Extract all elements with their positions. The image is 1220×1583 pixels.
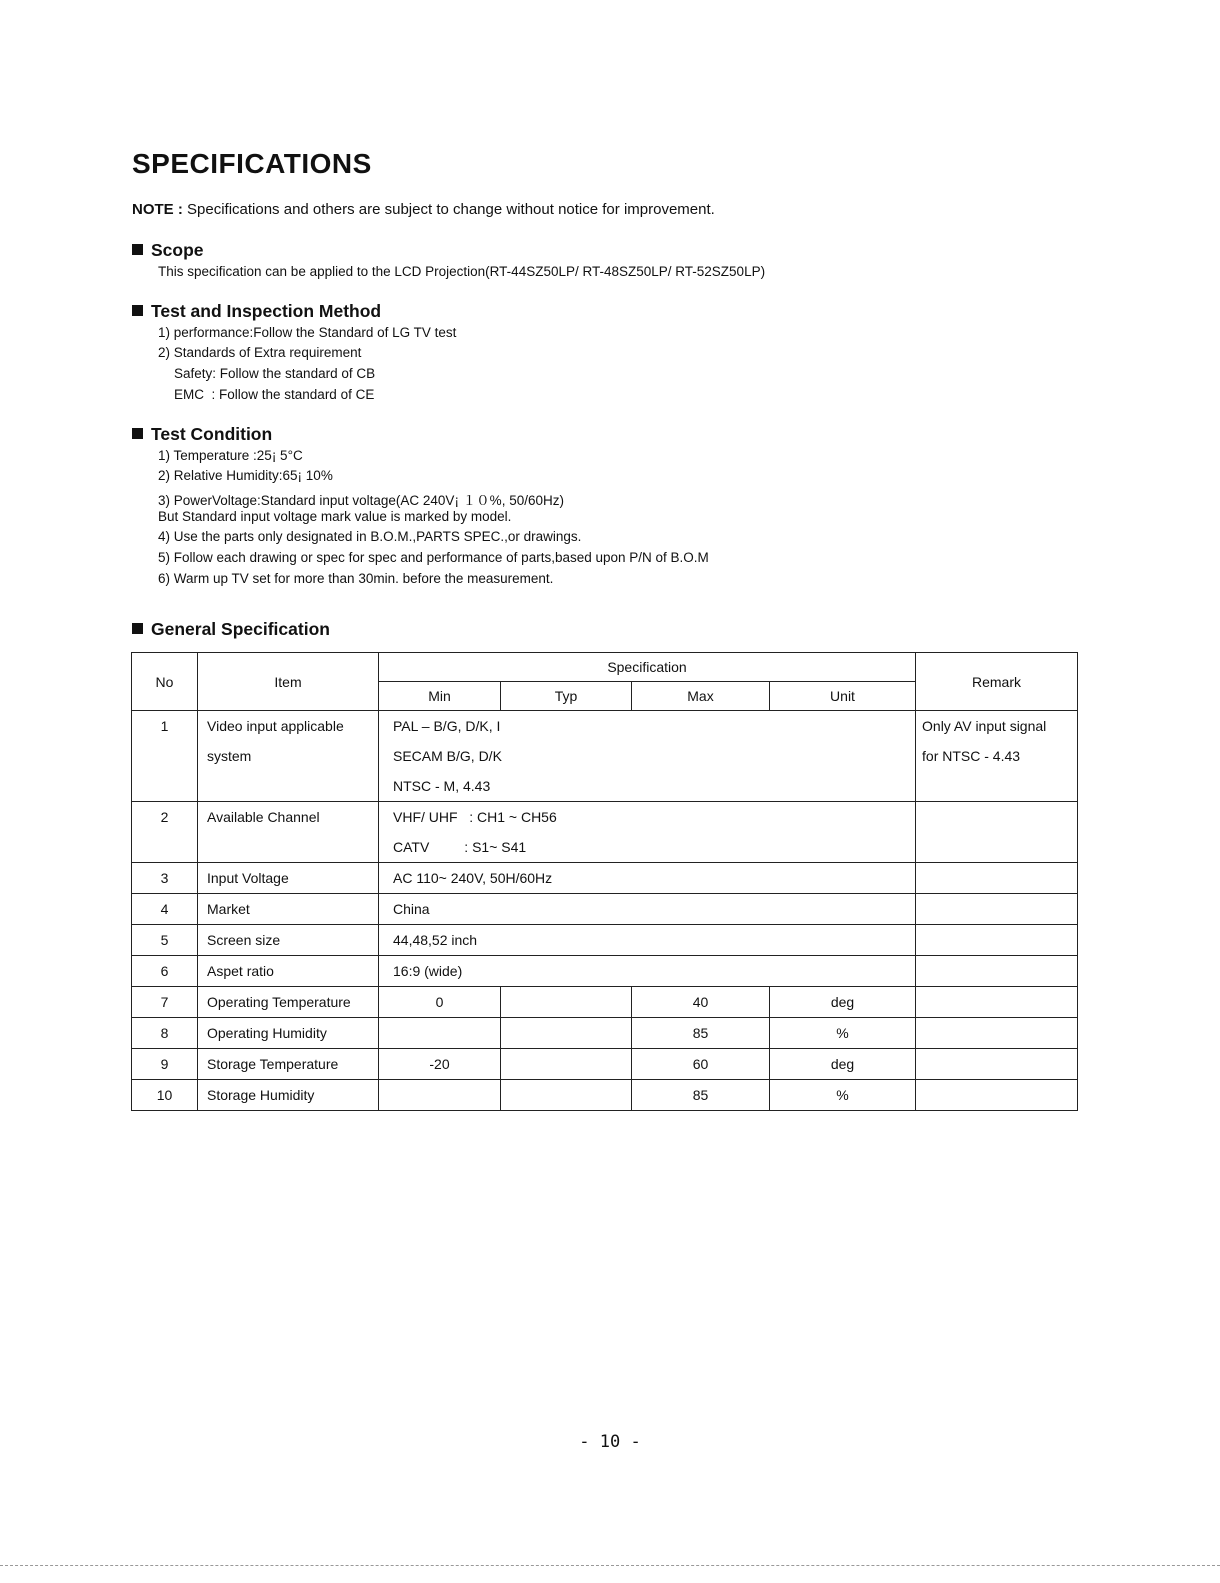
note-label: NOTE : [132,201,183,218]
row-typ [501,987,632,1018]
test-condition-line: 3) PowerVoltage:Standard input voltage(AC 240V¡ １０%, 50/60Hz) [158,493,564,508]
table-row [132,956,1078,987]
test-method-line: 1) performance:Follow the Standard of LG TV test [158,325,457,340]
square-bullet-icon [132,623,143,634]
row-item: Aspet ratio [198,956,379,987]
table-row [132,894,1078,925]
table-row [132,1080,1078,1111]
row-spec: 44,48,52 inch [379,925,916,956]
row-max: 60 [632,1049,770,1080]
page-title: SPECIFICATIONS [132,148,372,179]
row-typ [501,1018,632,1049]
row-unit: % [770,1018,916,1049]
row-remark [916,956,1078,987]
row-min [379,1018,501,1049]
table-row [132,802,1078,863]
bottom-divider [0,1565,1220,1566]
row-item: Available Channel [198,802,379,863]
row-item: Storage Temperature [198,1049,379,1080]
row-remark [916,1080,1078,1111]
page-number: - 10 - [579,1432,641,1452]
row-min: -20 [379,1049,501,1080]
row-no: 4 [132,894,198,925]
test-condition-line: But Standard input voltage mark value is marked by model. [158,509,512,524]
row-typ [501,1049,632,1080]
row-typ [501,1080,632,1111]
header-item: Item [198,653,379,711]
test-condition-line: 5) Follow each drawing or spec for spec and performance of parts,based upon P/N of B.O.M [158,550,709,565]
row-item: Video input applicable system [198,711,379,802]
header-specification: Specification [379,653,916,682]
row-item: Market [198,894,379,925]
row-spec: PAL – B/G, D/K, I SECAM B/G, D/K NTSC - M, 4.43 [379,711,916,802]
row-remark [916,863,1078,894]
row-remark [916,1018,1078,1049]
row-no: 1 [132,711,198,802]
row-remark [916,894,1078,925]
header-no: No [132,653,198,711]
table-row [132,711,1078,802]
row-remark [916,925,1078,956]
row-no: 3 [132,863,198,894]
header-min: Min [379,682,501,711]
test-condition-line: 1) Temperature :25¡ 5°C [158,448,303,463]
row-max: 40 [632,987,770,1018]
row-item: Input Voltage [198,863,379,894]
row-item: Screen size [198,925,379,956]
header-max: Max [632,682,770,711]
row-spec: VHF/ UHF : CH1 ~ CH56 CATV : S1~ S41 [379,802,916,863]
test-condition-heading [132,424,272,445]
note [132,201,715,218]
test-condition-heading-text: Test Condition [151,424,273,444]
table-row [132,863,1078,894]
note-text: Specifications and others are subject to change without notice for improvement. [182,201,715,218]
row-no: 2 [132,802,198,863]
table-row [132,925,1078,956]
row-spec: AC 110~ 240V, 50H/60Hz [379,863,916,894]
table-row [132,987,1078,1018]
row-remark [916,987,1078,1018]
row-no: 7 [132,987,198,1018]
header-remark: Remark [916,653,1078,711]
square-bullet-icon [132,244,143,255]
scope-heading-text: Scope [151,240,204,260]
test-condition-line: 2) Relative Humidity:65¡ 10% [158,468,333,483]
row-unit: deg [770,1049,916,1080]
test-method-line: 2) Standards of Extra requirement [158,345,362,360]
general-spec-heading-text: General Specification [151,619,330,639]
row-remark [916,802,1078,863]
header-typ: Typ [501,682,632,711]
test-method-line: EMC : Follow the standard of CE [174,387,375,402]
square-bullet-icon [132,305,143,316]
row-max: 85 [632,1080,770,1111]
test-method-line: Safety: Follow the standard of CB [174,366,376,381]
test-method-heading [132,301,381,322]
row-unit: % [770,1080,916,1111]
row-spec: 16:9 (wide) [379,956,916,987]
row-item: Operating Temperature [198,987,379,1018]
row-no: 5 [132,925,198,956]
row-item: Operating Humidity [198,1018,379,1049]
square-bullet-icon [132,428,143,439]
test-method-heading-text: Test and Inspection Method [151,301,382,321]
row-remark: Only AV input signal for NTSC - 4.43 [916,711,1078,802]
general-spec-heading [132,619,330,640]
scope-text: This specification can be applied to the LCD Projection(RT-44SZ50LP/ RT-48SZ50LP/ RT-52SZ50LP) [158,264,766,279]
table-row [132,1018,1078,1049]
row-remark [916,1049,1078,1080]
row-no: 10 [132,1080,198,1111]
row-min [379,1080,501,1111]
row-spec: China [379,894,916,925]
test-condition-line: 6) Warm up TV set for more than 30min. before the measurement. [158,571,554,586]
scope-heading [132,240,204,261]
row-item: Storage Humidity [198,1080,379,1111]
row-no: 8 [132,1018,198,1049]
row-min: 0 [379,987,501,1018]
row-no: 9 [132,1049,198,1080]
general-spec-table [131,652,1078,1111]
table-row [132,1049,1078,1080]
row-unit: deg [770,987,916,1018]
test-condition-line: 4) Use the parts only designated in B.O.M.,PARTS SPEC.,or drawings. [158,529,582,544]
row-no: 6 [132,956,198,987]
row-max: 85 [632,1018,770,1049]
header-unit: Unit [770,682,916,711]
